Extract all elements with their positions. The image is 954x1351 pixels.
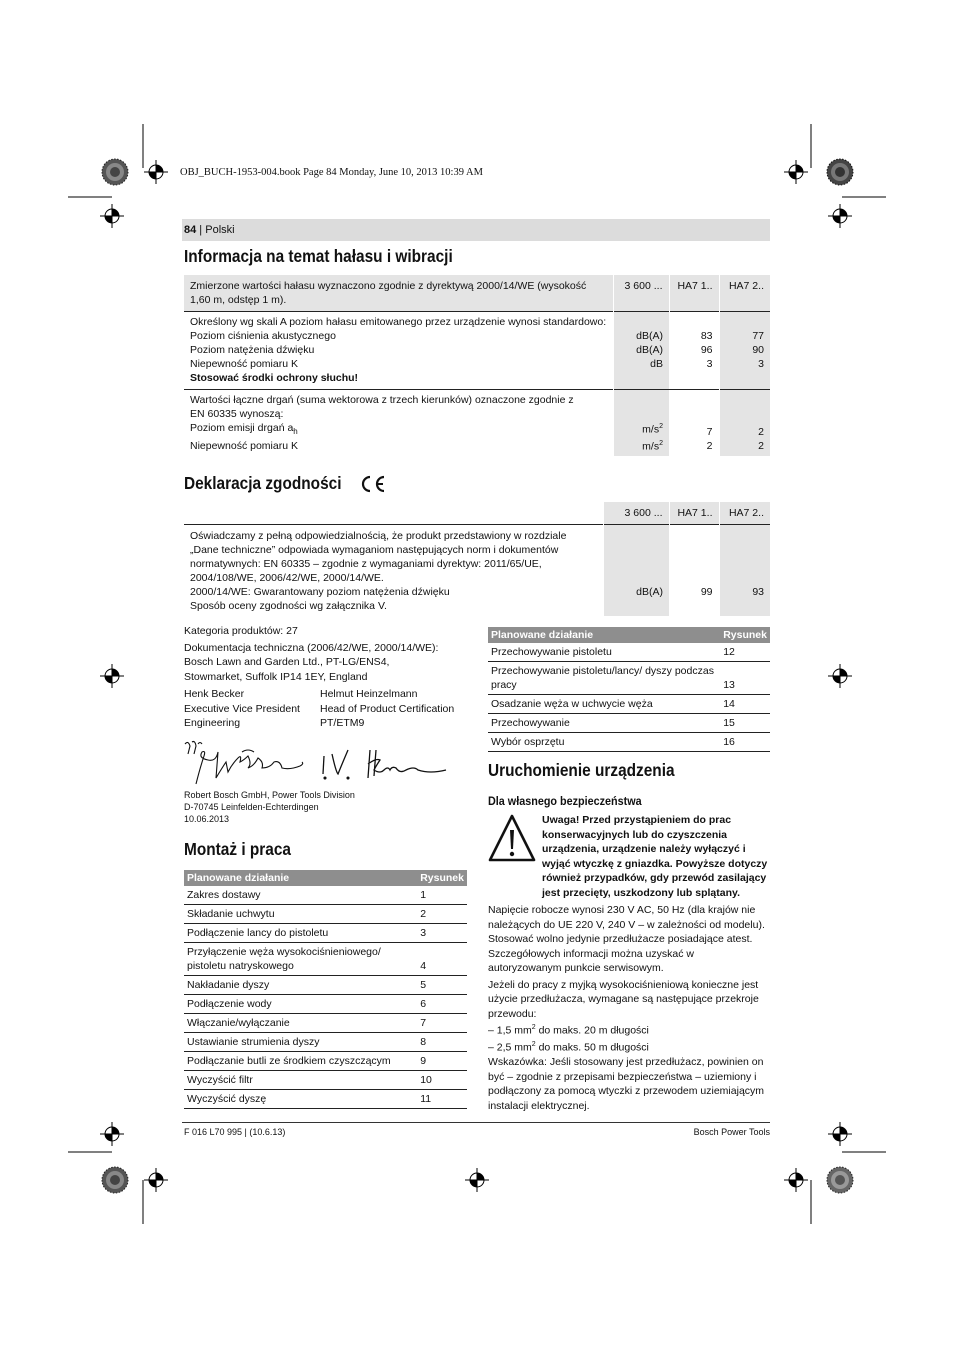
noise-value-cell-1 <box>669 312 719 390</box>
vibration-row-label: Poziom emisji drgań $a_h$ <box>190 422 298 437</box>
row-figure: 15 <box>720 714 770 733</box>
row-action: Przechowywanie pistoletu <box>488 643 720 662</box>
header-language: Polski <box>205 224 235 236</box>
row-action: Osadzanie węża w uchwycie węża <box>488 695 720 714</box>
table-row <box>488 643 770 662</box>
company-info <box>184 789 466 825</box>
noise-unit: dB(A) <box>636 330 663 342</box>
row-figure: 7 <box>417 1014 467 1033</box>
table-row <box>184 886 467 905</box>
row-figure: 5 <box>417 976 467 995</box>
row-figure: 12 <box>720 643 770 662</box>
signatory-dept: PT/ETM9 <box>320 717 365 729</box>
declaration-title: Deklaracja zgodności <box>184 473 342 493</box>
noise-row-label: Poziom natężenia dźwięku <box>190 344 315 356</box>
row-figure: 3 <box>417 924 467 943</box>
table-row <box>184 1071 467 1090</box>
startup-body <box>488 903 770 1113</box>
registration-mark-icon <box>828 204 852 228</box>
table-row <box>184 943 467 976</box>
row-action: Wyczyścić dyszę <box>184 1090 417 1109</box>
footer-brand: Bosch Power Tools <box>693 1127 770 1137</box>
header-separator: | <box>196 224 206 236</box>
row-action: Wyczyścić filtr <box>184 1071 417 1090</box>
noise-group-2-row <box>184 390 770 457</box>
row-action: Przyłączenie węża wysokociśnieniowego/ pistoletu natryskowego <box>184 943 417 976</box>
column-header-figure: Rysunek <box>720 627 770 643</box>
registration-mark-icon <box>828 1122 852 1146</box>
row-figure: 4 <box>417 943 467 976</box>
row-action: Przechowywanie <box>488 714 720 733</box>
table-row <box>184 976 467 995</box>
signatory-1 <box>184 687 318 731</box>
row-figure: 8 <box>417 1033 467 1052</box>
column-header-action: Planowane działanie <box>184 870 417 886</box>
declaration-header-row <box>184 502 770 525</box>
vibration-intro: Wartości łączne drgań (suma wektorowa z trzech kierunków) oznaczone zgodnie z EN 60335 wynoszą: <box>190 394 574 420</box>
registration-mark-icon <box>465 1168 489 1192</box>
footer-rule <box>182 1122 770 1123</box>
signature-helmut-heinzelmann <box>318 744 454 784</box>
noise-unit: dB(A) <box>636 344 663 356</box>
declaration-col-header: 3 600 ... <box>603 502 669 525</box>
table-row <box>184 1052 467 1071</box>
row-action: Wybór osprzętu <box>488 733 720 752</box>
color-wheel-icon <box>826 1166 854 1194</box>
signatory-name: Henk Becker <box>184 688 245 700</box>
company-line: 10.06.2013 <box>184 814 230 824</box>
row-action: Składanie uchwytu <box>184 905 417 924</box>
table-row <box>184 995 467 1014</box>
signatory-2 <box>320 687 470 731</box>
row-action: Nakładanie dyszy <box>184 976 417 995</box>
assembly-table-header <box>184 870 467 886</box>
row-action: Podłączanie butli ze środkiem czyszczącym <box>184 1052 417 1071</box>
tech-doc-line: Bosch Lawn and Garden Ltd., PT-LG/ENS4, <box>184 656 390 668</box>
registration-mark-icon <box>828 664 852 688</box>
row-figure: 16 <box>720 733 770 752</box>
maintenance-warning: Uwaga! Przed przystąpieniem do prac konserwacyjnych lub do czyszczenia urządzenia, urządzenie należy wyłączyć i wyjąć wtyczkę z gniazdka. Powyższe dotyczy również przypadków, gdy przewód zasilający jest przecięty, uszkodzony lub splątany. <box>542 814 768 899</box>
row-action: Podłączenie lancy do pistoletu <box>184 924 417 943</box>
startup-section-title: Uruchomienie urządzenia <box>488 760 675 780</box>
row-action: Przechowywanie pistoletu/lancy/ dyszy podczas pracy <box>488 662 720 695</box>
row-figure: 1 <box>417 886 467 905</box>
declaration-heading <box>184 473 387 494</box>
warning-triangle-icon <box>488 813 536 863</box>
registration-mark-icon <box>144 1168 168 1192</box>
table-row <box>488 662 770 695</box>
noise-unit: dB <box>650 358 663 370</box>
noise-value-cell-2 <box>719 312 770 390</box>
registration-mark-icon <box>100 664 124 688</box>
registration-mark-icon <box>784 160 808 184</box>
noise-col-header: HA7 1.. <box>669 275 719 312</box>
storage-table-header <box>488 627 770 643</box>
vibration-value-cell-1 <box>669 390 719 457</box>
signatory-dept: Engineering <box>184 717 241 729</box>
vibration-value: 2 <box>758 440 764 453</box>
signatory-title: Head of Product Certification <box>320 702 455 715</box>
column-header-figure: Rysunek <box>417 870 467 886</box>
declaration-assessment-line: Sposób oceny zgodności wg załącznika V. <box>190 600 387 612</box>
declaration-text-cell <box>184 525 603 617</box>
vibration-value: 7 <box>706 426 713 439</box>
declaration-sound-line: 2000/14/WE: Gwarantowany poziom natężenia dźwięku <box>190 586 450 598</box>
table-row <box>184 905 467 924</box>
signature-henk-becker <box>182 738 312 788</box>
safety-subtitle: Dla własnego bezpieczeństwa <box>488 794 642 808</box>
row-figure: 11 <box>417 1090 467 1109</box>
color-wheel-icon <box>826 158 854 186</box>
table-row <box>184 1014 467 1033</box>
table-row <box>184 1033 467 1052</box>
page-header <box>182 219 770 241</box>
signatory-name: Helmut Heinzelmann <box>320 688 418 700</box>
noise-value: 77 <box>752 330 764 342</box>
storage-table <box>488 627 770 752</box>
declaration-col-header: HA7 1.. <box>669 502 719 525</box>
noise-group-1-intro: Określony wg skali A poziom hałasu emitowanego przez urządzenie wynosi standardowo: <box>190 316 607 328</box>
table-row <box>184 924 467 943</box>
row-action: Zakres dostawy <box>184 886 417 905</box>
declaration-unit: dB(A) <box>603 525 669 617</box>
table-row <box>184 1090 467 1109</box>
assembly-section-title: Montaż i praca <box>184 839 291 859</box>
company-line: D-70745 Leinfelden-Echterdingen <box>184 802 319 812</box>
row-figure: 6 <box>417 995 467 1014</box>
noise-row-label: Poziom ciśnienia akustycznego <box>190 330 336 342</box>
cable-list-item: – 1,5 $mm^2$ do maks. 20 m długości <box>488 1024 649 1037</box>
noise-table-header-row <box>184 275 770 312</box>
table-row <box>488 695 770 714</box>
column-header-action: Planowane działanie <box>488 627 720 643</box>
hearing-protection-warning: Stosować środki ochrony słuchu! <box>190 372 359 384</box>
declaration-value-1: 99 <box>700 586 713 598</box>
ce-mark-icon <box>359 474 387 494</box>
noise-table <box>184 275 770 456</box>
vibration-unit: $m/s^2$ <box>642 423 663 436</box>
color-wheel-icon <box>101 158 129 186</box>
vibration-row-label: Niepewność pomiaru K <box>190 440 298 453</box>
vibration-unit-cell <box>613 390 669 457</box>
row-action: Podłączenie wody <box>184 995 417 1014</box>
tech-doc-line: Dokumentacja techniczna (2006/42/WE, 2000/14/WE): <box>184 641 439 654</box>
row-figure: 14 <box>720 695 770 714</box>
product-category: Kategoria produktów: 27 <box>184 625 298 637</box>
noise-header-text: Zmierzone wartości hałasu wyznaczono zgodnie z dyrektywą 2000/14/WE (wysokość 1,60 m, odstęp 1 m). <box>184 275 613 312</box>
declaration-value-2: 93 <box>719 525 770 617</box>
row-figure: 9 <box>417 1052 467 1071</box>
noise-group-1-row <box>184 312 770 390</box>
signatory-title: Executive Vice President <box>184 702 300 715</box>
table-row <box>488 714 770 733</box>
declaration-table <box>184 502 770 616</box>
row-action: Ustawianie strumienia dyszy <box>184 1033 417 1052</box>
row-figure: 13 <box>720 662 770 695</box>
row-figure: 10 <box>417 1071 467 1090</box>
declaration-statement: Oświadczamy z pełną odpowiedzialnością, że produkt przedstawiony w rozdziale „Dane techniczne” odpowiada wymaganiom następujących norm i dokumentów normatywnych: EN 60335 – zgodnie z wymaganiami dyrektyw: 2011/65/UE, 2004/108/WE, 2006/42/WE, 2000/14/WE. <box>190 530 567 584</box>
cable-list-item: – 2,5 $mm^2$ do maks. 50 m długości <box>488 1041 649 1054</box>
noise-value: 3 <box>706 358 713 370</box>
company-line: Robert Bosch GmbH, Power Tools Division <box>184 790 355 800</box>
printer-header: OBJ_BUCH-1953-004.book Page 84 Monday, June 10, 2013 10:39 AM <box>180 167 483 178</box>
page-number: 84 <box>184 224 197 236</box>
table-row <box>488 733 770 752</box>
noise-col-header: HA7 2.. <box>719 275 770 312</box>
noise-unit-cell <box>613 312 669 390</box>
noise-section-title: Informacja na temat hałasu i wibracji <box>184 246 453 266</box>
noise-value: 83 <box>700 330 713 342</box>
tech-doc-line: Stowmarket, Suffolk IP14 1EY, England <box>184 670 368 683</box>
extension-paragraph: Jeżeli do pracy z myjką wysokociśnieniową konieczne jest użycie przedłużacza, wymagane są następujące przekroje przewodu: <box>488 978 759 1020</box>
vibration-value: 2 <box>706 440 713 453</box>
registration-mark-icon <box>100 204 124 228</box>
noise-value: 96 <box>700 344 713 356</box>
noise-group-1-text <box>184 312 613 390</box>
assembly-table <box>184 870 467 1109</box>
grounding-note: Wskazówka: Jeśli stosowany jest przedłużacz, powinien on być – zgodnie z przepisami bezpieczeństwa – uziemiony i podłączony za pomocą wtyczki z przewodem uziemiającym instalacji elektrycznej. <box>488 1056 765 1112</box>
row-figure: 2 <box>417 905 467 924</box>
voltage-paragraph: Napięcie robocze wynosi 230 V AC, 50 Hz (dla krajów nie należących do UE 220 V, 240 V – w zależności od modelu). Stosować wolno jedynie przedłużacze posiadające atest. Szczegółowych informacji można uzyskać w autoryzowanym punkcie serwisowym. <box>488 904 765 974</box>
registration-mark-icon <box>784 1168 808 1192</box>
noise-group-2-text <box>184 390 613 457</box>
noise-col-header: 3 600 ... <box>613 275 669 312</box>
vibration-value-cell-2 <box>719 390 770 457</box>
color-wheel-icon <box>101 1166 129 1194</box>
registration-mark-icon <box>144 160 168 184</box>
registration-mark-icon <box>100 1122 124 1146</box>
vibration-value: 2 <box>758 426 764 439</box>
noise-value: 3 <box>758 358 764 370</box>
vibration-unit: $m/s^2$ <box>642 439 663 453</box>
declaration-body-row <box>184 525 770 617</box>
product-info <box>184 624 466 684</box>
row-action: Włączanie/wyłączanie <box>184 1014 417 1033</box>
declaration-col-header: HA7 2.. <box>719 502 770 525</box>
noise-value: 90 <box>752 344 764 356</box>
footer-document-id: F 016 L70 995 | (10.6.13) <box>184 1127 286 1137</box>
noise-row-label: Niepewność pomiaru K <box>190 358 298 370</box>
